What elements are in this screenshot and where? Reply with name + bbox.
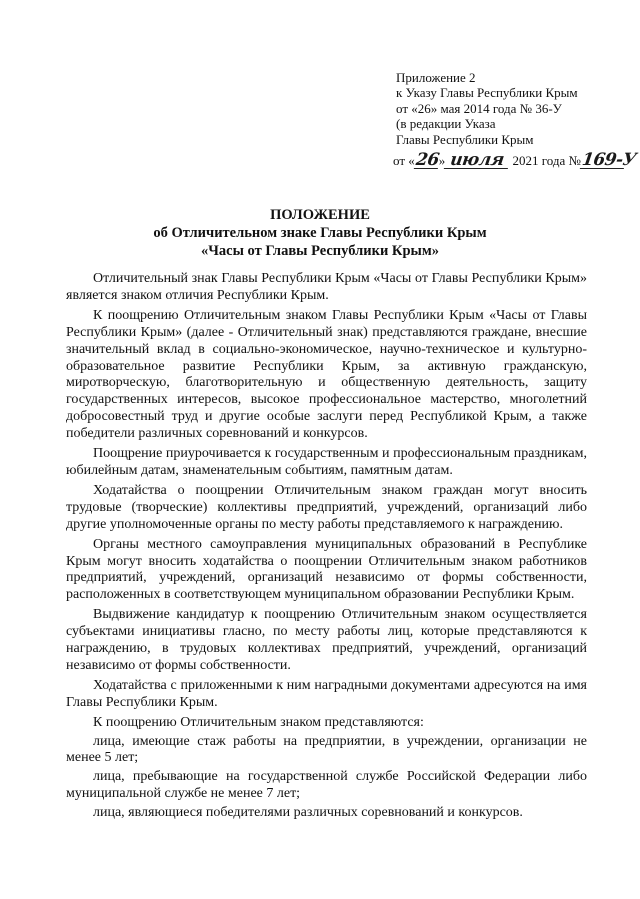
title-line-2: «Часы от Главы Республики Крым» [201, 243, 439, 259]
list-item: лица, имеющие стаж работы на предприятии, в учреждении, организации не менее 5 лет; [66, 733, 587, 766]
amendment-date-line [393, 150, 638, 171]
document-body [66, 271, 587, 824]
handwritten-month: июля [444, 152, 510, 169]
annex-line: (в редакции Указа [396, 116, 496, 132]
paragraph: Органы местного самоуправления муниципальных образований в Республике Крым могут вносить ходатайства о поощрении Отличительным знаком работников предприятий, учреждений, организаций независимо от формы собственности, расположенных в соответствующем муниципальном образовании Республики Крым. [66, 536, 587, 603]
paragraph: К поощрению Отличительным знаком представляются: [93, 714, 424, 730]
handwritten-day: 26 [414, 150, 440, 170]
handwritten-decree-number: 169-У [580, 150, 638, 170]
annex-line: от «26» мая 2014 года № 36-У [396, 100, 562, 116]
paragraph: Ходатайства о поощрении Отличительным знаком граждан могут вносить трудовые (творческие) коллективы предприятий, учреждений, организаций либо другие уполномоченные органы по месту работы представляемого к награждению. [66, 482, 587, 532]
title-heading: ПОЛОЖЕНИЕ [270, 207, 370, 223]
date-prefix: от « [393, 153, 415, 168]
paragraph: Поощрение приурочивается к государственным и профессиональным праздникам, юбилейным датам, знаменательным событиям, памятным датам. [66, 446, 587, 478]
annex-line: к Указу Главы Республики Крым [396, 85, 578, 101]
annex-line: Главы Республики Крым [396, 131, 534, 147]
list-item: лица, являющиеся победителями различных соревнований и конкурсов. [93, 805, 523, 821]
annex-line: Приложение 2 [396, 70, 476, 85]
annex-reference-block [396, 70, 626, 147]
title-line-1: об Отличительном знаке Главы Республики Крым [153, 225, 487, 241]
document-title [60, 206, 580, 260]
list-item: лица, пребывающие на государственной службе Российской Федерации либо муниципальной службе не менее 7 лет; [66, 769, 587, 802]
date-quote-close: » [438, 153, 446, 168]
paragraph: К поощрению Отличительным знаком Главы Республики Крым «Часы от Главы Республики Крым» (далее - Отличительный знак) представляются граждане, внесшие значительный вклад в социально-экономическое, научно-техническое и культурно-образовательное развитие Республики Крым, за активную гражданскую, миротворческую, благотворительную и общественную деятельность, защиту государственных интересов, высокое профессиональное мастерство, многолетний добросовестный труд и другие особые заслуги перед Республикой Крым, а также победители различных соревнований и конкурсов. [66, 307, 587, 442]
paragraph: Ходатайства с приложенными к ним наградными документами адресуются на имя Главы Республики Крым. [66, 677, 587, 710]
date-year-text: 2021 года № [509, 153, 581, 168]
paragraph: Отличительный знак Главы Республики Крым «Часы от Главы Республики Крым» является знаком отличия Республики Крым. [66, 271, 587, 303]
paragraph: Выдвижение кандидатур к поощрению Отличительным знаком осуществляется субъектами инициативы гласно, по месту работы лиц, которые представляются к награждению, в трудовых коллективах предприятий, учреждений, организаций независимо от формы собственности. [66, 607, 587, 673]
